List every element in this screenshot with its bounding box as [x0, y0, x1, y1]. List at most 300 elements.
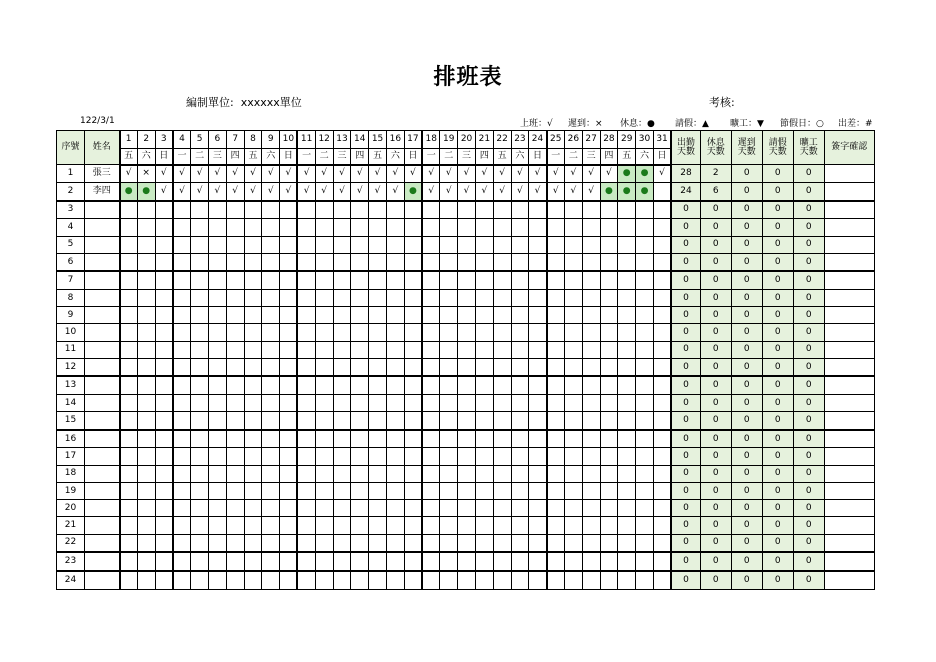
signature-cell[interactable]: [824, 289, 874, 306]
day-cell[interactable]: [618, 289, 636, 306]
day-cell[interactable]: [511, 500, 529, 517]
day-cell[interactable]: [173, 534, 191, 552]
day-cell[interactable]: √: [440, 165, 458, 183]
day-cell[interactable]: [297, 307, 315, 324]
day-cell[interactable]: [422, 376, 440, 394]
day-cell[interactable]: [422, 236, 440, 253]
day-cell[interactable]: [404, 517, 422, 534]
day-cell[interactable]: [422, 534, 440, 552]
day-cell[interactable]: [173, 324, 191, 341]
day-cell[interactable]: [244, 219, 262, 236]
day-cell[interactable]: [297, 448, 315, 465]
day-cell[interactable]: [440, 253, 458, 271]
day-cell[interactable]: [653, 517, 671, 534]
day-cell[interactable]: [547, 289, 565, 306]
day-cell[interactable]: [244, 376, 262, 394]
day-cell[interactable]: [547, 412, 565, 430]
day-cell[interactable]: [564, 395, 582, 412]
day-cell[interactable]: [547, 534, 565, 552]
day-cell[interactable]: [208, 448, 226, 465]
day-cell[interactable]: √: [120, 165, 138, 183]
day-cell[interactable]: [333, 430, 351, 448]
day-cell[interactable]: [422, 324, 440, 341]
day-cell[interactable]: √: [351, 165, 369, 183]
day-cell[interactable]: [653, 571, 671, 589]
day-cell[interactable]: [636, 271, 654, 289]
day-cell[interactable]: [297, 500, 315, 517]
day-cell[interactable]: [582, 552, 600, 571]
day-cell[interactable]: [351, 324, 369, 341]
day-cell[interactable]: √: [600, 165, 618, 183]
day-cell[interactable]: [511, 552, 529, 571]
day-cell[interactable]: [280, 412, 298, 430]
signature-cell[interactable]: [824, 552, 874, 571]
day-cell[interactable]: [511, 358, 529, 376]
day-cell[interactable]: [226, 219, 244, 236]
signature-cell[interactable]: [824, 219, 874, 236]
day-cell[interactable]: [618, 552, 636, 571]
row-name[interactable]: [85, 219, 120, 236]
day-cell[interactable]: [422, 219, 440, 236]
day-cell[interactable]: [404, 465, 422, 482]
day-cell[interactable]: √: [315, 165, 333, 183]
day-cell[interactable]: [120, 482, 138, 499]
day-cell[interactable]: [191, 341, 209, 358]
day-cell[interactable]: [262, 324, 280, 341]
day-cell[interactable]: [369, 358, 387, 376]
day-cell[interactable]: [582, 253, 600, 271]
day-cell[interactable]: [137, 552, 155, 571]
day-cell[interactable]: [208, 482, 226, 499]
day-cell[interactable]: [404, 358, 422, 376]
day-cell[interactable]: [511, 482, 529, 499]
day-cell[interactable]: [422, 358, 440, 376]
row-name[interactable]: [85, 236, 120, 253]
day-cell[interactable]: [422, 552, 440, 571]
day-cell[interactable]: [280, 324, 298, 341]
day-cell[interactable]: [475, 571, 493, 589]
day-cell[interactable]: [404, 395, 422, 412]
day-cell[interactable]: [386, 517, 404, 534]
day-cell[interactable]: [529, 201, 547, 219]
signature-cell[interactable]: [824, 236, 874, 253]
day-cell[interactable]: [244, 395, 262, 412]
day-cell[interactable]: [547, 500, 565, 517]
day-cell[interactable]: [155, 253, 173, 271]
day-cell[interactable]: [404, 552, 422, 571]
day-cell[interactable]: [333, 500, 351, 517]
day-cell[interactable]: [422, 500, 440, 517]
day-cell[interactable]: [120, 341, 138, 358]
day-cell[interactable]: [600, 552, 618, 571]
day-cell[interactable]: [511, 271, 529, 289]
day-cell[interactable]: [404, 482, 422, 499]
day-cell[interactable]: [653, 430, 671, 448]
day-cell[interactable]: √: [458, 165, 476, 183]
day-cell[interactable]: [600, 534, 618, 552]
day-cell[interactable]: [458, 395, 476, 412]
day-cell[interactable]: [191, 571, 209, 589]
day-cell[interactable]: [191, 482, 209, 499]
day-cell[interactable]: √: [297, 165, 315, 183]
day-cell[interactable]: [297, 517, 315, 534]
day-cell[interactable]: [280, 517, 298, 534]
day-cell[interactable]: [529, 324, 547, 341]
day-cell[interactable]: [618, 448, 636, 465]
day-cell[interactable]: [297, 201, 315, 219]
day-cell[interactable]: [191, 465, 209, 482]
day-cell[interactable]: [297, 395, 315, 412]
day-cell[interactable]: √: [440, 183, 458, 201]
day-cell[interactable]: [547, 219, 565, 236]
day-cell[interactable]: [636, 552, 654, 571]
day-cell[interactable]: [191, 517, 209, 534]
day-cell[interactable]: [511, 253, 529, 271]
day-cell[interactable]: [547, 253, 565, 271]
day-cell[interactable]: [315, 201, 333, 219]
day-cell[interactable]: [315, 253, 333, 271]
day-cell[interactable]: [351, 253, 369, 271]
day-cell[interactable]: [636, 376, 654, 394]
day-cell[interactable]: ●: [636, 165, 654, 183]
day-cell[interactable]: [280, 395, 298, 412]
day-cell[interactable]: [155, 482, 173, 499]
day-cell[interactable]: [137, 482, 155, 499]
day-cell[interactable]: [529, 289, 547, 306]
day-cell[interactable]: [564, 219, 582, 236]
day-cell[interactable]: [208, 571, 226, 589]
day-cell[interactable]: [493, 201, 511, 219]
day-cell[interactable]: [475, 289, 493, 306]
day-cell[interactable]: [208, 201, 226, 219]
day-cell[interactable]: [297, 412, 315, 430]
day-cell[interactable]: [244, 448, 262, 465]
day-cell[interactable]: [386, 271, 404, 289]
day-cell[interactable]: [333, 571, 351, 589]
day-cell[interactable]: [226, 430, 244, 448]
day-cell[interactable]: [155, 465, 173, 482]
day-cell[interactable]: [653, 183, 671, 201]
day-cell[interactable]: [493, 253, 511, 271]
day-cell[interactable]: [244, 552, 262, 571]
day-cell[interactable]: [173, 571, 191, 589]
day-cell[interactable]: [458, 341, 476, 358]
day-cell[interactable]: [155, 307, 173, 324]
day-cell[interactable]: [475, 465, 493, 482]
day-cell[interactable]: [191, 201, 209, 219]
day-cell[interactable]: [173, 236, 191, 253]
day-cell[interactable]: [262, 271, 280, 289]
signature-cell[interactable]: [824, 430, 874, 448]
day-cell[interactable]: [475, 517, 493, 534]
day-cell[interactable]: [386, 500, 404, 517]
day-cell[interactable]: [173, 271, 191, 289]
day-cell[interactable]: [547, 395, 565, 412]
day-cell[interactable]: [511, 534, 529, 552]
day-cell[interactable]: [315, 517, 333, 534]
day-cell[interactable]: [422, 271, 440, 289]
day-cell[interactable]: [636, 324, 654, 341]
day-cell[interactable]: √: [458, 183, 476, 201]
day-cell[interactable]: [582, 201, 600, 219]
day-cell[interactable]: [120, 571, 138, 589]
day-cell[interactable]: [226, 395, 244, 412]
day-cell[interactable]: [618, 500, 636, 517]
day-cell[interactable]: [529, 253, 547, 271]
day-cell[interactable]: [173, 482, 191, 499]
day-cell[interactable]: [547, 341, 565, 358]
row-name[interactable]: [85, 552, 120, 571]
day-cell[interactable]: [137, 448, 155, 465]
day-cell[interactable]: [636, 341, 654, 358]
day-cell[interactable]: [173, 341, 191, 358]
day-cell[interactable]: [137, 236, 155, 253]
day-cell[interactable]: [386, 534, 404, 552]
day-cell[interactable]: [493, 534, 511, 552]
day-cell[interactable]: [137, 219, 155, 236]
day-cell[interactable]: [244, 465, 262, 482]
day-cell[interactable]: [226, 482, 244, 499]
day-cell[interactable]: [475, 412, 493, 430]
day-cell[interactable]: [155, 571, 173, 589]
day-cell[interactable]: √: [529, 165, 547, 183]
day-cell[interactable]: [315, 219, 333, 236]
day-cell[interactable]: [422, 395, 440, 412]
day-cell[interactable]: [155, 341, 173, 358]
day-cell[interactable]: [297, 430, 315, 448]
day-cell[interactable]: [475, 430, 493, 448]
day-cell[interactable]: [315, 395, 333, 412]
day-cell[interactable]: [493, 448, 511, 465]
day-cell[interactable]: [564, 271, 582, 289]
day-cell[interactable]: [547, 307, 565, 324]
day-cell[interactable]: [137, 253, 155, 271]
day-cell[interactable]: √: [297, 183, 315, 201]
day-cell[interactable]: [404, 376, 422, 394]
day-cell[interactable]: [369, 201, 387, 219]
day-cell[interactable]: √: [280, 183, 298, 201]
row-name[interactable]: [85, 324, 120, 341]
day-cell[interactable]: [564, 500, 582, 517]
day-cell[interactable]: [173, 517, 191, 534]
day-cell[interactable]: [564, 289, 582, 306]
day-cell[interactable]: √: [475, 165, 493, 183]
day-cell[interactable]: [636, 201, 654, 219]
day-cell[interactable]: [458, 465, 476, 482]
row-name[interactable]: [85, 430, 120, 448]
day-cell[interactable]: [315, 307, 333, 324]
day-cell[interactable]: [547, 571, 565, 589]
signature-cell[interactable]: [824, 482, 874, 499]
day-cell[interactable]: [173, 201, 191, 219]
day-cell[interactable]: [137, 271, 155, 289]
day-cell[interactable]: [582, 307, 600, 324]
day-cell[interactable]: [208, 271, 226, 289]
day-cell[interactable]: [191, 534, 209, 552]
day-cell[interactable]: [191, 448, 209, 465]
day-cell[interactable]: [244, 341, 262, 358]
day-cell[interactable]: [511, 307, 529, 324]
day-cell[interactable]: [547, 201, 565, 219]
day-cell[interactable]: [529, 341, 547, 358]
day-cell[interactable]: [618, 395, 636, 412]
day-cell[interactable]: [529, 552, 547, 571]
day-cell[interactable]: [636, 358, 654, 376]
day-cell[interactable]: [458, 500, 476, 517]
day-cell[interactable]: [636, 534, 654, 552]
day-cell[interactable]: [422, 341, 440, 358]
day-cell[interactable]: [440, 307, 458, 324]
day-cell[interactable]: [404, 412, 422, 430]
day-cell[interactable]: [564, 341, 582, 358]
day-cell[interactable]: [475, 219, 493, 236]
day-cell[interactable]: [386, 236, 404, 253]
day-cell[interactable]: [333, 517, 351, 534]
signature-cell[interactable]: [824, 358, 874, 376]
day-cell[interactable]: [297, 552, 315, 571]
day-cell[interactable]: [440, 219, 458, 236]
day-cell[interactable]: [369, 271, 387, 289]
signature-cell[interactable]: [824, 341, 874, 358]
signature-cell[interactable]: [824, 253, 874, 271]
day-cell[interactable]: [386, 465, 404, 482]
day-cell[interactable]: [262, 500, 280, 517]
day-cell[interactable]: √: [262, 165, 280, 183]
day-cell[interactable]: [120, 430, 138, 448]
day-cell[interactable]: √: [582, 183, 600, 201]
signature-cell[interactable]: [824, 517, 874, 534]
signature-cell[interactable]: [824, 571, 874, 589]
day-cell[interactable]: [333, 552, 351, 571]
day-cell[interactable]: [404, 271, 422, 289]
day-cell[interactable]: [475, 341, 493, 358]
day-cell[interactable]: [191, 289, 209, 306]
day-cell[interactable]: [315, 552, 333, 571]
day-cell[interactable]: [529, 448, 547, 465]
day-cell[interactable]: [369, 395, 387, 412]
day-cell[interactable]: [564, 465, 582, 482]
day-cell[interactable]: [422, 482, 440, 499]
day-cell[interactable]: [422, 307, 440, 324]
day-cell[interactable]: [529, 358, 547, 376]
row-name[interactable]: [85, 271, 120, 289]
day-cell[interactable]: [600, 517, 618, 534]
day-cell[interactable]: √: [422, 165, 440, 183]
day-cell[interactable]: [493, 412, 511, 430]
day-cell[interactable]: [369, 571, 387, 589]
day-cell[interactable]: [404, 307, 422, 324]
day-cell[interactable]: [333, 465, 351, 482]
day-cell[interactable]: [120, 376, 138, 394]
day-cell[interactable]: [493, 324, 511, 341]
day-cell[interactable]: [547, 236, 565, 253]
day-cell[interactable]: [422, 571, 440, 589]
day-cell[interactable]: [422, 412, 440, 430]
day-cell[interactable]: [333, 376, 351, 394]
day-cell[interactable]: [120, 236, 138, 253]
day-cell[interactable]: [475, 324, 493, 341]
day-cell[interactable]: [458, 517, 476, 534]
day-cell[interactable]: [155, 358, 173, 376]
day-cell[interactable]: [173, 253, 191, 271]
day-cell[interactable]: [386, 201, 404, 219]
day-cell[interactable]: [351, 412, 369, 430]
day-cell[interactable]: [137, 571, 155, 589]
day-cell[interactable]: [333, 253, 351, 271]
day-cell[interactable]: [653, 307, 671, 324]
day-cell[interactable]: [208, 253, 226, 271]
day-cell[interactable]: √: [493, 165, 511, 183]
day-cell[interactable]: [440, 465, 458, 482]
day-cell[interactable]: [262, 534, 280, 552]
day-cell[interactable]: [600, 201, 618, 219]
day-cell[interactable]: [493, 358, 511, 376]
day-cell[interactable]: [582, 412, 600, 430]
day-cell[interactable]: [315, 289, 333, 306]
day-cell[interactable]: [351, 482, 369, 499]
day-cell[interactable]: [369, 552, 387, 571]
day-cell[interactable]: [529, 236, 547, 253]
day-cell[interactable]: [351, 271, 369, 289]
day-cell[interactable]: √: [333, 165, 351, 183]
row-name[interactable]: [85, 307, 120, 324]
day-cell[interactable]: [173, 465, 191, 482]
day-cell[interactable]: [280, 341, 298, 358]
day-cell[interactable]: √: [547, 183, 565, 201]
day-cell[interactable]: [547, 376, 565, 394]
row-name[interactable]: [85, 534, 120, 552]
day-cell[interactable]: √: [191, 165, 209, 183]
day-cell[interactable]: [511, 324, 529, 341]
day-cell[interactable]: [297, 376, 315, 394]
day-cell[interactable]: [262, 571, 280, 589]
day-cell[interactable]: [440, 201, 458, 219]
day-cell[interactable]: [404, 324, 422, 341]
day-cell[interactable]: [618, 412, 636, 430]
day-cell[interactable]: [244, 201, 262, 219]
day-cell[interactable]: [653, 271, 671, 289]
day-cell[interactable]: [404, 341, 422, 358]
day-cell[interactable]: [226, 571, 244, 589]
day-cell[interactable]: [440, 324, 458, 341]
day-cell[interactable]: [511, 517, 529, 534]
day-cell[interactable]: [137, 201, 155, 219]
signature-cell[interactable]: [824, 324, 874, 341]
day-cell[interactable]: [653, 534, 671, 552]
day-cell[interactable]: [315, 236, 333, 253]
day-cell[interactable]: [137, 289, 155, 306]
day-cell[interactable]: [440, 376, 458, 394]
signature-cell[interactable]: [824, 165, 874, 183]
day-cell[interactable]: [475, 376, 493, 394]
day-cell[interactable]: √: [369, 165, 387, 183]
day-cell[interactable]: [262, 289, 280, 306]
day-cell[interactable]: [315, 571, 333, 589]
day-cell[interactable]: [547, 482, 565, 499]
day-cell[interactable]: [493, 289, 511, 306]
day-cell[interactable]: [262, 236, 280, 253]
day-cell[interactable]: [208, 465, 226, 482]
day-cell[interactable]: [636, 307, 654, 324]
day-cell[interactable]: [422, 517, 440, 534]
row-name[interactable]: [85, 465, 120, 482]
day-cell[interactable]: √: [511, 165, 529, 183]
day-cell[interactable]: [244, 482, 262, 499]
day-cell[interactable]: [600, 395, 618, 412]
day-cell[interactable]: [582, 289, 600, 306]
day-cell[interactable]: [262, 395, 280, 412]
day-cell[interactable]: [173, 500, 191, 517]
